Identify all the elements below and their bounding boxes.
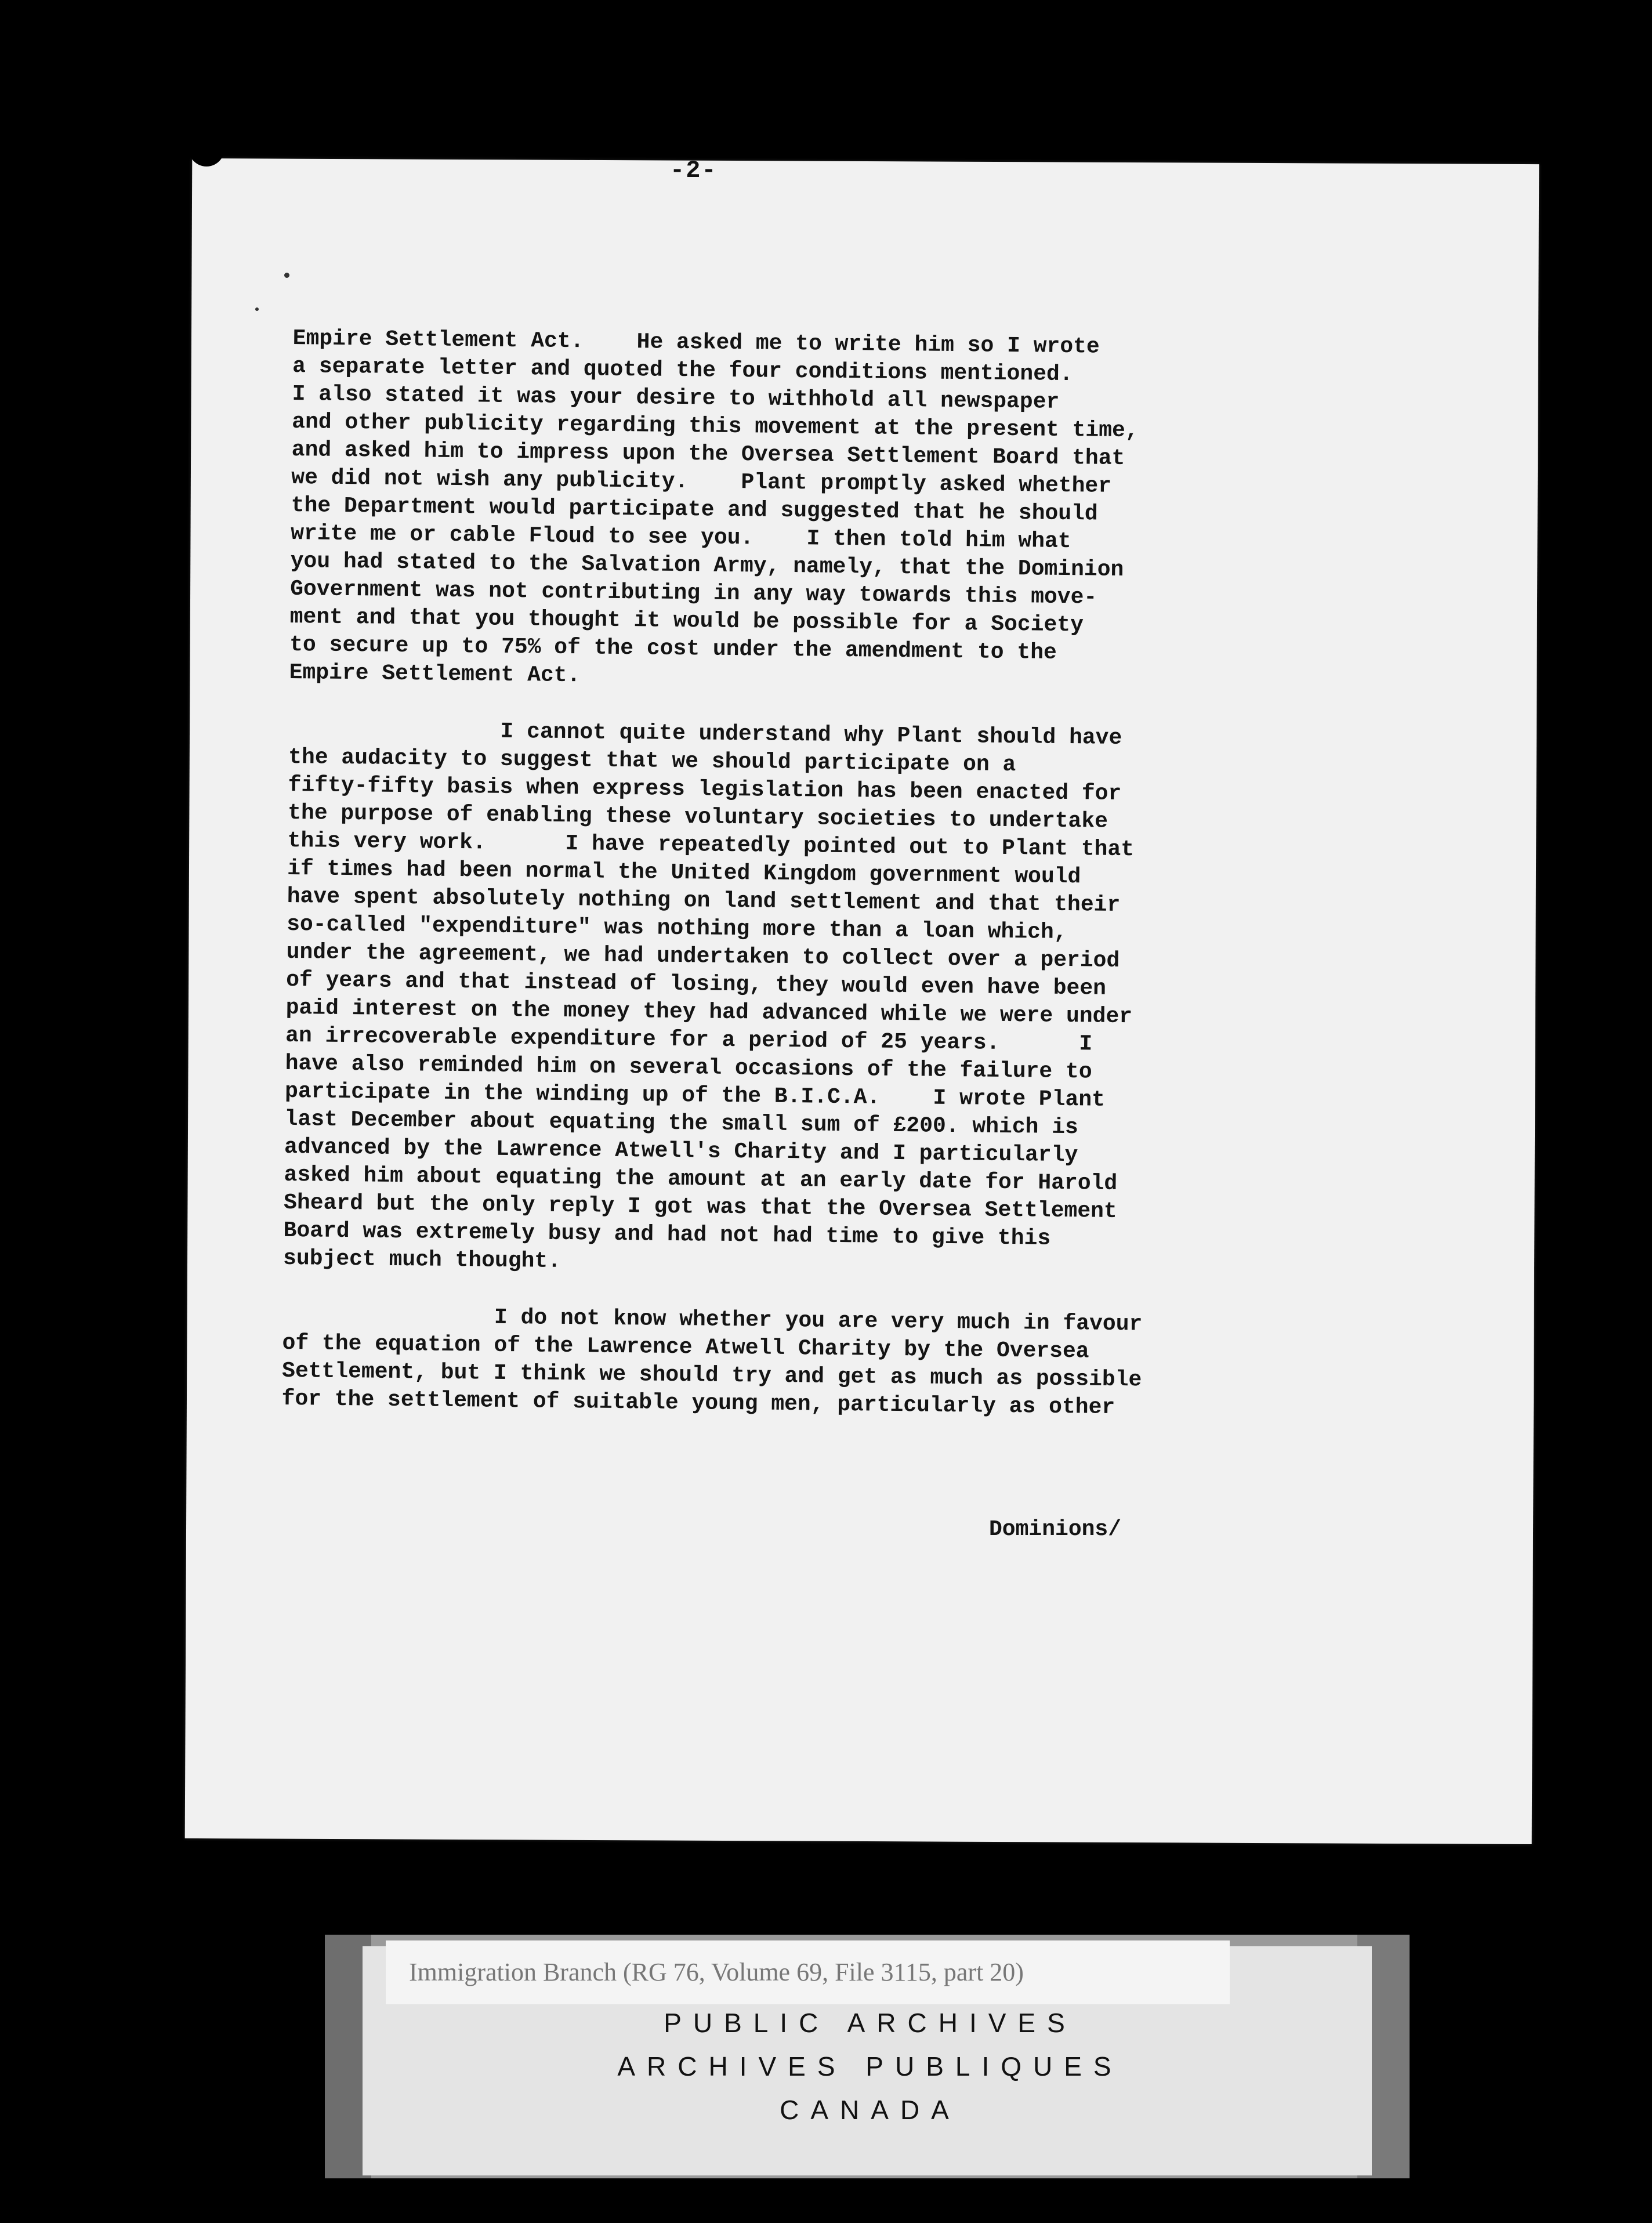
page-number: -2- <box>670 157 718 184</box>
text-line: of years and that instead of losing, they would even have been <box>285 967 1107 1001</box>
text-line: for the settlement of suitable young men, particularly as other <box>281 1386 1115 1420</box>
text-line: under the agreement, we had undertaken to collect over a period <box>286 939 1120 973</box>
paragraph-1 <box>289 325 1232 697</box>
text-line: if times had been normal the United Kingdom government would <box>287 856 1081 890</box>
text-line: Empire Settlement Act. <box>289 660 581 689</box>
text-line: last December about equating the small sum of £200. which is <box>284 1106 1079 1141</box>
text-line: Board was extremely busy and had not had time to give this <box>283 1218 1051 1251</box>
archive-line-canada: CANADA <box>780 2095 961 2125</box>
text-line: the purpose of enabling these voluntary societies to undertake <box>287 800 1108 834</box>
text-line: paid interest on the money they had advanced while we were under <box>285 995 1133 1030</box>
archive-reference: Immigration Branch (RG 76, Volume 69, File 3115, part 20) <box>386 1940 1230 2004</box>
text-line: the Department would participate and suggested that he should <box>291 493 1098 527</box>
text-line: I also stated it was your desire to withhold all newspaper <box>292 381 1060 415</box>
text-line: write me or cable Floud to see you. I then told him what <box>291 520 1071 555</box>
text-line: so-called "expenditure" was nothing more than a loan which, <box>286 911 1067 946</box>
text-line: ment and that you thought it would be possible for a Society <box>289 604 1084 638</box>
text-line: of the equation of the Lawrence Atwell Charity by the Oversea <box>282 1330 1089 1364</box>
text-line: have also reminded him on several occasions of the failure to <box>285 1051 1092 1085</box>
text-line: I do not know whether you are very much in favour <box>282 1302 1143 1337</box>
text-line: subject much thought. <box>282 1246 561 1274</box>
text-line: and other publicity regarding this movement at the present time, <box>292 409 1139 444</box>
text-line: asked him about equating the amount at an early date for Harold <box>284 1162 1118 1196</box>
continuation-word: Dominions/ <box>989 1517 1122 1542</box>
text-line: and asked him to impress upon the Oversea Settlement Board that <box>291 437 1125 472</box>
text-line: advanced by the Lawrence Atwell's Charity and I particularly <box>284 1134 1078 1168</box>
text-line: have spent absolutely nothing on land settlement and that their <box>287 884 1121 918</box>
text-line: you had stated to the Salvation Army, namely, that the Dominion <box>290 548 1124 583</box>
text-line: fifty-fifty basis when express legislation has been enacted for <box>288 772 1122 806</box>
text-line: the audacity to suggest that we should participate on a <box>288 744 1016 778</box>
letter-body <box>281 325 1233 1452</box>
text-line: an irrecoverable expenditure for a period of 25 years. I <box>285 1023 1093 1057</box>
text-line: a separate letter and quoted the four conditions mentioned. <box>292 353 1073 388</box>
text-line: Government was not contributing in any way towards this move- <box>290 576 1097 610</box>
text-line: Settlement, but I think we should try and get as much as possible <box>281 1358 1142 1393</box>
paragraph-2 <box>283 716 1229 1283</box>
paragraph-3 <box>281 1302 1222 1423</box>
text-line: I cannot quite understand why Plant should have <box>288 716 1122 751</box>
text-line: participate in the winding up of the B.I.C.A. I wrote Plant <box>284 1078 1106 1113</box>
archive-line-archives-publiques: ARCHIVES PUBLIQUES <box>617 2051 1123 2081</box>
archive-line-public-archives: PUBLIC ARCHIVES <box>664 2008 1077 2038</box>
text-line: we did not wish any publicity. Plant promptly asked whether <box>291 465 1112 499</box>
paper-speck <box>284 273 289 278</box>
text-line: this very work. I have repeatedly pointed out to Plant that <box>287 828 1135 863</box>
punch-hole <box>189 131 224 166</box>
text-line: Empire Settlement Act. He asked me to write him so I wrote <box>292 325 1100 360</box>
text-line: Sheard but the only reply I got was that the Oversea Settlement <box>283 1190 1117 1224</box>
text-line: to secure up to 75% of the cost under the amendment to the <box>289 632 1057 665</box>
paper-speck <box>255 307 259 311</box>
